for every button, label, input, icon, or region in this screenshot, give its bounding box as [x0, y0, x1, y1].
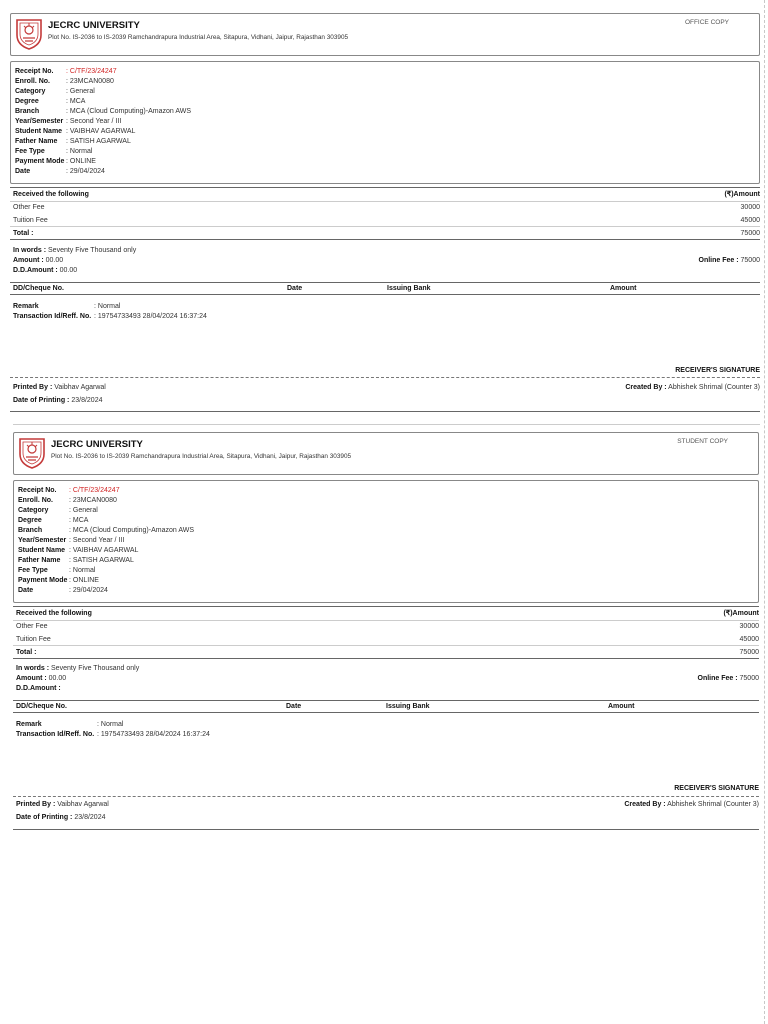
student-copy-receipt [13, 432, 759, 832]
divider [10, 201, 760, 202]
in-words-line: In words : Seventy Five Thousand only [13, 247, 137, 254]
info-row-date: Date : 29/04/2024 [18, 587, 108, 594]
info-row-category: Category : General [15, 88, 95, 95]
info-row-year-semester: Year/Semester : Second Year / III [15, 118, 122, 125]
fee-name: Other Fee [13, 204, 45, 211]
divider [13, 700, 759, 701]
divider [10, 187, 760, 188]
printed-by-line: Printed By : Vaibhav Agarwal [16, 801, 109, 808]
cheque-col-bank: Issuing Bank [386, 703, 430, 710]
divider [13, 712, 759, 713]
transaction-line: Transaction Id/Reff. No. : 19754733493 28/04/2024 16:37:24 [13, 313, 207, 320]
info-row-receipt-no: Receipt No. : C/TF/23/24247 [18, 487, 120, 494]
amount-line: Amount : 00.00 [16, 675, 67, 682]
info-row-payment-mode: Payment Mode : ONLINE [15, 158, 96, 165]
fee-amount: 30000 [740, 204, 760, 211]
dd-amount-line: D.D.Amount : 00.00 [13, 267, 78, 274]
date-of-printing-line: Date of Printing : 23/8/2024 [13, 397, 103, 404]
info-row-fee-type: Fee Type : Normal [18, 567, 96, 574]
created-by-line: Created By : Abhishek Shrimal (Counter 3) [625, 384, 760, 391]
copy-label: OFFICE COPY [684, 19, 729, 26]
dashed-divider [13, 796, 759, 797]
receipt-header [10, 13, 760, 56]
info-row-fee-type: Fee Type : Normal [15, 148, 93, 155]
student-info-box [10, 61, 760, 184]
dashed-divider [10, 377, 760, 378]
transaction-line: Transaction Id/Reff. No. : 19754733493 28/04/2024 16:37:24 [16, 731, 210, 738]
info-row-year-semester: Year/Semester : Second Year / III [18, 537, 125, 544]
cheque-col-amount: Amount [610, 285, 637, 292]
cheque-col-no: DD/Cheque No. [13, 285, 64, 292]
university-logo-icon [15, 17, 43, 50]
fee-name: Other Fee [16, 623, 48, 630]
university-name: JECRC UNIVERSITY [48, 20, 140, 31]
divider [13, 829, 759, 830]
section-divider [13, 424, 760, 425]
cheque-col-date: Date [286, 703, 302, 710]
total-value: 75000 [739, 649, 759, 656]
cheque-col-amount: Amount [608, 703, 635, 710]
total-label: Total : [13, 230, 34, 237]
fee-amount: 45000 [740, 217, 760, 224]
fee-amount: 45000 [739, 636, 759, 643]
divider [13, 606, 759, 607]
amount-header: (₹)Amount [723, 610, 759, 617]
copy-label: STUDENT COPY [677, 438, 728, 445]
divider [13, 620, 759, 621]
info-row-degree: Degree : MCA [15, 98, 86, 105]
divider [10, 282, 760, 283]
university-address: Plot No. IS-2036 to IS-2039 Ramchandrapura Industrial Area, Sitapura, Vidhani, Jaipur, Rajasthan 303905 [48, 34, 349, 41]
university-logo-icon [18, 436, 46, 469]
info-row-receipt-no: Receipt No. : C/TF/23/24247 [15, 68, 117, 75]
total-label: Total : [16, 649, 37, 656]
info-row-payment-mode: Payment Mode : ONLINE [18, 577, 99, 584]
dd-amount-line: D.D.Amount : [16, 685, 61, 692]
divider [10, 239, 760, 240]
amount-header: (₹)Amount [724, 191, 760, 198]
remark-line: Remark : Normal [13, 303, 121, 310]
info-row-branch: Branch : MCA (Cloud Computing)-Amazon AWS [15, 108, 192, 115]
printed-by-line: Printed By : Vaibhav Agarwal [13, 384, 106, 391]
info-row-degree: Degree : MCA [18, 517, 89, 524]
received-header: Received the following [16, 610, 92, 617]
divider [10, 226, 760, 227]
total-value: 75000 [740, 230, 760, 237]
in-words-line: In words : Seventy Five Thousand only [16, 665, 140, 672]
cheque-col-bank: Issuing Bank [387, 285, 431, 292]
receiver-signature: RECEIVER'S SIGNATURE [675, 367, 760, 374]
receipt-header [13, 432, 759, 475]
info-row-date: Date : 29/04/2024 [15, 168, 105, 175]
fee-name: Tuition Fee [16, 636, 51, 643]
university-name: JECRC UNIVERSITY [51, 439, 143, 450]
received-header: Received the following [13, 191, 89, 198]
info-row-category: Category : General [18, 507, 98, 514]
university-address: Plot No. IS-2036 to IS-2039 Ramchandrapura Industrial Area, Sitapura, Vidhani, Jaipur, Rajasthan 303905 [51, 453, 352, 460]
cheque-col-date: Date [287, 285, 303, 292]
online-fee-line: Online Fee : 75000 [697, 675, 759, 682]
divider [10, 411, 760, 412]
fee-amount: 30000 [739, 623, 759, 630]
info-row-branch: Branch : MCA (Cloud Computing)-Amazon AWS [18, 527, 195, 534]
created-by-line: Created By : Abhishek Shrimal (Counter 3) [624, 801, 759, 808]
divider [13, 658, 759, 659]
info-row-enroll-no: Enroll. No. : 23MCAN0080 [15, 78, 114, 85]
fee-name: Tuition Fee [13, 217, 48, 224]
info-row-enroll-no: Enroll. No. : 23MCAN0080 [18, 497, 117, 504]
info-row-student-name: Student Name : VAIBHAV AGARWAL [15, 128, 136, 135]
info-row-father-name: Father Name : SATISH AGARWAL [15, 138, 131, 145]
office-copy-receipt [10, 13, 760, 413]
receiver-signature: RECEIVER'S SIGNATURE [674, 785, 759, 792]
date-of-printing-line: Date of Printing : 23/8/2024 [16, 814, 106, 821]
info-row-father-name: Father Name : SATISH AGARWAL [18, 557, 134, 564]
amount-line: Amount : 00.00 [13, 257, 64, 264]
info-row-student-name: Student Name : VAIBHAV AGARWAL [18, 547, 139, 554]
divider [13, 645, 759, 646]
divider [10, 294, 760, 295]
cheque-col-no: DD/Cheque No. [16, 703, 67, 710]
remark-line: Remark : Normal [16, 721, 124, 728]
online-fee-line: Online Fee : 75000 [698, 257, 760, 264]
student-info-box [13, 480, 759, 603]
page-edge-divider [764, 0, 765, 1024]
